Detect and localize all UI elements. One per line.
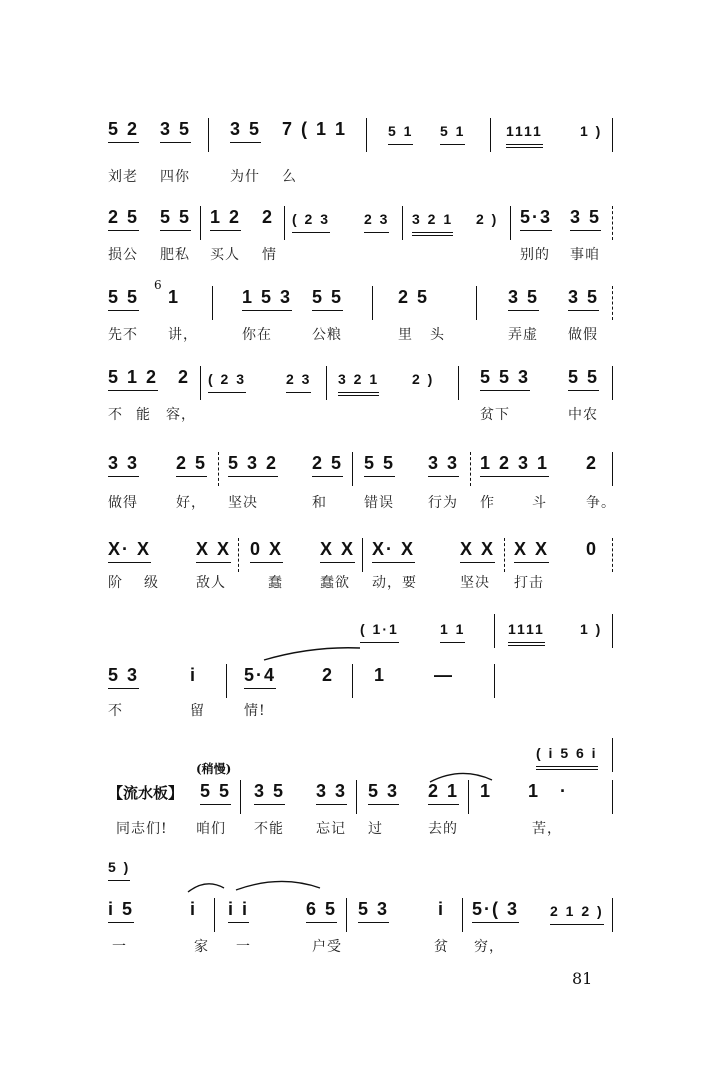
bar-line-dotted <box>238 538 239 572</box>
note-group: 1 2 3 1 <box>480 452 549 477</box>
lyrics-row-3 <box>0 324 721 348</box>
note-group: 1111 <box>506 120 543 148</box>
note-group: 3 5 <box>160 118 191 143</box>
note-group: 5 5 3 <box>480 366 530 391</box>
note-group: 1 1 <box>440 618 465 643</box>
lyric: 么 <box>282 169 297 185</box>
bar-line <box>362 538 363 572</box>
lyric: 去的 <box>428 821 458 837</box>
note-group: 3 3 <box>428 452 459 477</box>
note-group: 2 5 <box>108 206 139 231</box>
notation-row-7 <box>0 664 721 704</box>
note-group: 5·3 <box>520 206 552 231</box>
note-group: 2 1 <box>428 780 459 805</box>
lyric: 能 <box>136 407 151 423</box>
bar-line-dotted <box>504 538 505 572</box>
bar-line <box>476 286 477 320</box>
note-group: 1 <box>480 781 493 801</box>
note-group: 2 5 <box>312 452 343 477</box>
note-group: X X <box>320 538 355 563</box>
lyric: 做得 <box>108 495 138 511</box>
lyrics-row-8 <box>0 818 721 842</box>
note-group: 3 5 <box>570 206 601 231</box>
bar-line <box>612 118 613 152</box>
lyric: 斗 <box>532 495 547 511</box>
slur <box>262 646 362 662</box>
lyric: 头 <box>430 327 445 343</box>
bar-line <box>226 664 227 698</box>
lyric: 咱们 <box>196 821 226 837</box>
bar-line <box>612 614 613 648</box>
lyric: 为什 <box>230 169 260 185</box>
note-group: 5 2 <box>108 118 139 143</box>
lyric: 行为 <box>428 495 458 511</box>
notation-row-5 <box>0 452 721 492</box>
lyric: 四你 <box>160 169 190 185</box>
lyric: 中农 <box>568 407 598 423</box>
notation-row-2 <box>0 206 721 246</box>
bar-line <box>612 898 613 932</box>
lyric: 苦， <box>532 821 562 837</box>
lyric: 损公 <box>108 247 138 263</box>
lyric: 一 <box>236 939 251 955</box>
lyric: 别的 <box>520 247 550 263</box>
note-group: 2 <box>322 665 335 685</box>
lyric: 不能 <box>254 821 284 837</box>
bar-line <box>352 452 353 486</box>
note-group: 6 5 <box>306 898 337 923</box>
bar-line-dotted <box>612 206 613 240</box>
lyric: 容， <box>166 407 196 423</box>
lyric: 讲， <box>168 327 198 343</box>
note-group: 1 <box>374 665 387 685</box>
lyric: 坚决 <box>460 575 490 591</box>
note-group: 5·( 3 <box>472 898 519 923</box>
bar-line <box>458 366 459 400</box>
bar-line <box>346 898 347 932</box>
note-group: 5 5 <box>200 780 231 805</box>
lyric: 阶 <box>108 575 123 591</box>
note-group: 3 5 <box>508 286 539 311</box>
bar-line <box>284 206 285 240</box>
lyric: 贫 <box>434 939 449 955</box>
note-group: 2 5 <box>176 452 207 477</box>
note-group: ( 1·1 <box>360 618 399 643</box>
note-group: 0 <box>586 539 599 559</box>
lyric: 同志们! <box>116 821 168 837</box>
page-number: 81 <box>572 969 593 988</box>
note-group: — <box>434 665 454 685</box>
note-group: 5 3 <box>368 780 399 805</box>
bar-line <box>214 898 215 932</box>
bar-line <box>240 780 241 814</box>
note-group: 5 3 2 <box>228 452 278 477</box>
note-group: 5 1 <box>440 120 465 145</box>
note-group: X· X <box>372 538 415 563</box>
note-group: i <box>190 899 198 919</box>
slur <box>184 880 324 894</box>
bar-line <box>494 664 495 698</box>
lyric: 里 <box>398 327 413 343</box>
grace-mark: 6 <box>154 278 162 292</box>
note-group: 2 <box>586 453 599 473</box>
note-group: 5 5 <box>364 452 395 477</box>
lyric: 事咱 <box>570 247 600 263</box>
note-group: 2 5 <box>398 287 430 307</box>
note-group: i <box>438 899 446 919</box>
note-group: 5 5 <box>312 286 343 311</box>
notation-row-9 <box>0 898 721 938</box>
note-group: 1 ) <box>580 621 603 637</box>
lyric: 买人 <box>210 247 240 263</box>
lyric: 贫下 <box>480 407 510 423</box>
lyric: 一 <box>112 939 127 955</box>
note-group: X X <box>514 538 549 563</box>
bar-line <box>462 898 463 932</box>
note-group: 3 5 <box>230 118 261 143</box>
bar-line <box>372 286 373 320</box>
lyric: 坚决 <box>228 495 258 511</box>
lyrics-row-6 <box>0 572 721 596</box>
note-group: 3 3 <box>108 452 139 477</box>
note-group: 5 ) <box>108 856 130 881</box>
note-group: 0 X <box>250 538 283 563</box>
bar-line <box>326 366 327 400</box>
bar-line <box>468 780 469 814</box>
lyric: 弄虚 <box>508 327 538 343</box>
notation-row-1 <box>0 118 721 158</box>
lyric: 过 <box>368 821 383 837</box>
lyric: 错误 <box>364 495 394 511</box>
note-group: X X <box>196 538 231 563</box>
note-group: 3 3 <box>316 780 347 805</box>
note-group: 1 ) <box>580 123 603 139</box>
note-group: 5 3 <box>108 664 139 689</box>
lyric: 户受 <box>312 939 342 955</box>
notation-row-4 <box>0 366 721 406</box>
lyric: 敌人 <box>196 575 226 591</box>
note-group: 5 5 <box>160 206 191 231</box>
lyric: 家 <box>194 939 209 955</box>
note-group: i <box>190 665 198 685</box>
note-group: 5 3 <box>358 898 389 923</box>
bar-line <box>352 664 353 698</box>
note-group: 5 5 <box>568 366 599 391</box>
note-group: 2 <box>178 367 191 387</box>
note-group: 1 <box>528 781 541 801</box>
note-group: 3 2 1 <box>412 208 453 236</box>
note-group: 2 3 <box>286 368 311 393</box>
lyrics-row-7 <box>0 700 721 724</box>
note-group: X· X <box>108 538 151 563</box>
lyric: 蠢 <box>268 575 283 591</box>
note-group: 3 2 1 <box>338 368 379 396</box>
note-group: · <box>560 781 568 801</box>
accompaniment-row-9 <box>0 856 721 896</box>
bar-line <box>612 738 613 772</box>
lyric: 不 <box>108 407 123 423</box>
note-group: ( 2 3 <box>208 368 246 393</box>
note-group: ( 2 3 <box>292 208 330 233</box>
lyric: 和 <box>312 495 327 511</box>
note-group: i 5 <box>108 898 134 923</box>
accompaniment-row-8 <box>0 738 721 778</box>
bar-line <box>402 206 403 240</box>
bar-line <box>366 118 367 152</box>
lyric: 争。 <box>586 495 616 511</box>
lyric: 穷， <box>474 939 504 955</box>
lyric: 动，要 <box>372 575 417 591</box>
note-group: 2 ) <box>476 211 499 227</box>
note-group: 3 5 <box>568 286 599 311</box>
lyric: 好， <box>176 495 206 511</box>
bar-line <box>208 118 209 152</box>
lyrics-row-5 <box>0 492 721 516</box>
bar-line-dotted <box>470 452 471 486</box>
bar-line <box>212 286 213 320</box>
bar-line <box>612 452 613 486</box>
lyric: 情! <box>244 703 266 719</box>
bar-line <box>612 366 613 400</box>
bar-line-dotted <box>218 452 219 486</box>
section-label: 【流水板】 <box>108 784 184 802</box>
note-group: 5·4 <box>244 664 276 689</box>
note-group: 1 <box>168 287 181 307</box>
lyric: 打击 <box>514 575 544 591</box>
lyrics-row-4 <box>0 404 721 428</box>
note-group: 5 1 <box>388 120 413 145</box>
lyrics-row-2 <box>0 244 721 268</box>
lyric: 忘记 <box>316 821 346 837</box>
bar-line <box>356 780 357 814</box>
bar-line <box>200 366 201 400</box>
lyrics-row-9 <box>0 936 721 960</box>
lyric: 不 <box>108 703 123 719</box>
note-group: 3 5 <box>254 780 285 805</box>
bar-line <box>494 614 495 648</box>
lyric: 情 <box>262 247 277 263</box>
note-group: X X <box>460 538 495 563</box>
bar-line <box>200 206 201 240</box>
tempo-marking: (稍慢) <box>196 762 232 776</box>
note-group: 5 5 <box>108 286 139 311</box>
notation-row-3 <box>0 278 721 326</box>
note-group: i i <box>228 898 249 923</box>
notation-row-8 <box>0 780 721 820</box>
lyrics-row-1 <box>0 166 721 190</box>
bar-line <box>490 118 491 152</box>
lyric: 先不 <box>108 327 138 343</box>
note-group: 2 3 <box>364 208 389 233</box>
lyric: 作 <box>480 495 495 511</box>
lyric: 做假 <box>568 327 598 343</box>
lyric: 刘老 <box>108 169 138 185</box>
bar-line-dotted <box>612 538 613 572</box>
bar-line <box>612 780 613 814</box>
lyric: 留 <box>190 703 205 719</box>
note-group: 2 1 2 ) <box>550 900 604 925</box>
bar-line <box>510 206 511 240</box>
lyric: 级 <box>144 575 159 591</box>
lyric: 你在 <box>242 327 272 343</box>
lyric: 公粮 <box>312 327 342 343</box>
note-group: 5 1 2 <box>108 366 158 391</box>
note-group: 2 <box>262 207 275 227</box>
bar-line-dotted <box>612 286 613 320</box>
lyric: 蠢欲 <box>320 575 350 591</box>
lyric: 肥私 <box>160 247 190 263</box>
note-group: 1 2 <box>210 206 241 231</box>
note-group: 1 5 3 <box>242 286 292 311</box>
note-group: 7 ( 1 1 <box>282 119 348 139</box>
note-group: 2 ) <box>412 371 435 387</box>
note-group: 1111 <box>508 618 545 646</box>
note-group: ( i 5 6 i <box>536 742 598 770</box>
